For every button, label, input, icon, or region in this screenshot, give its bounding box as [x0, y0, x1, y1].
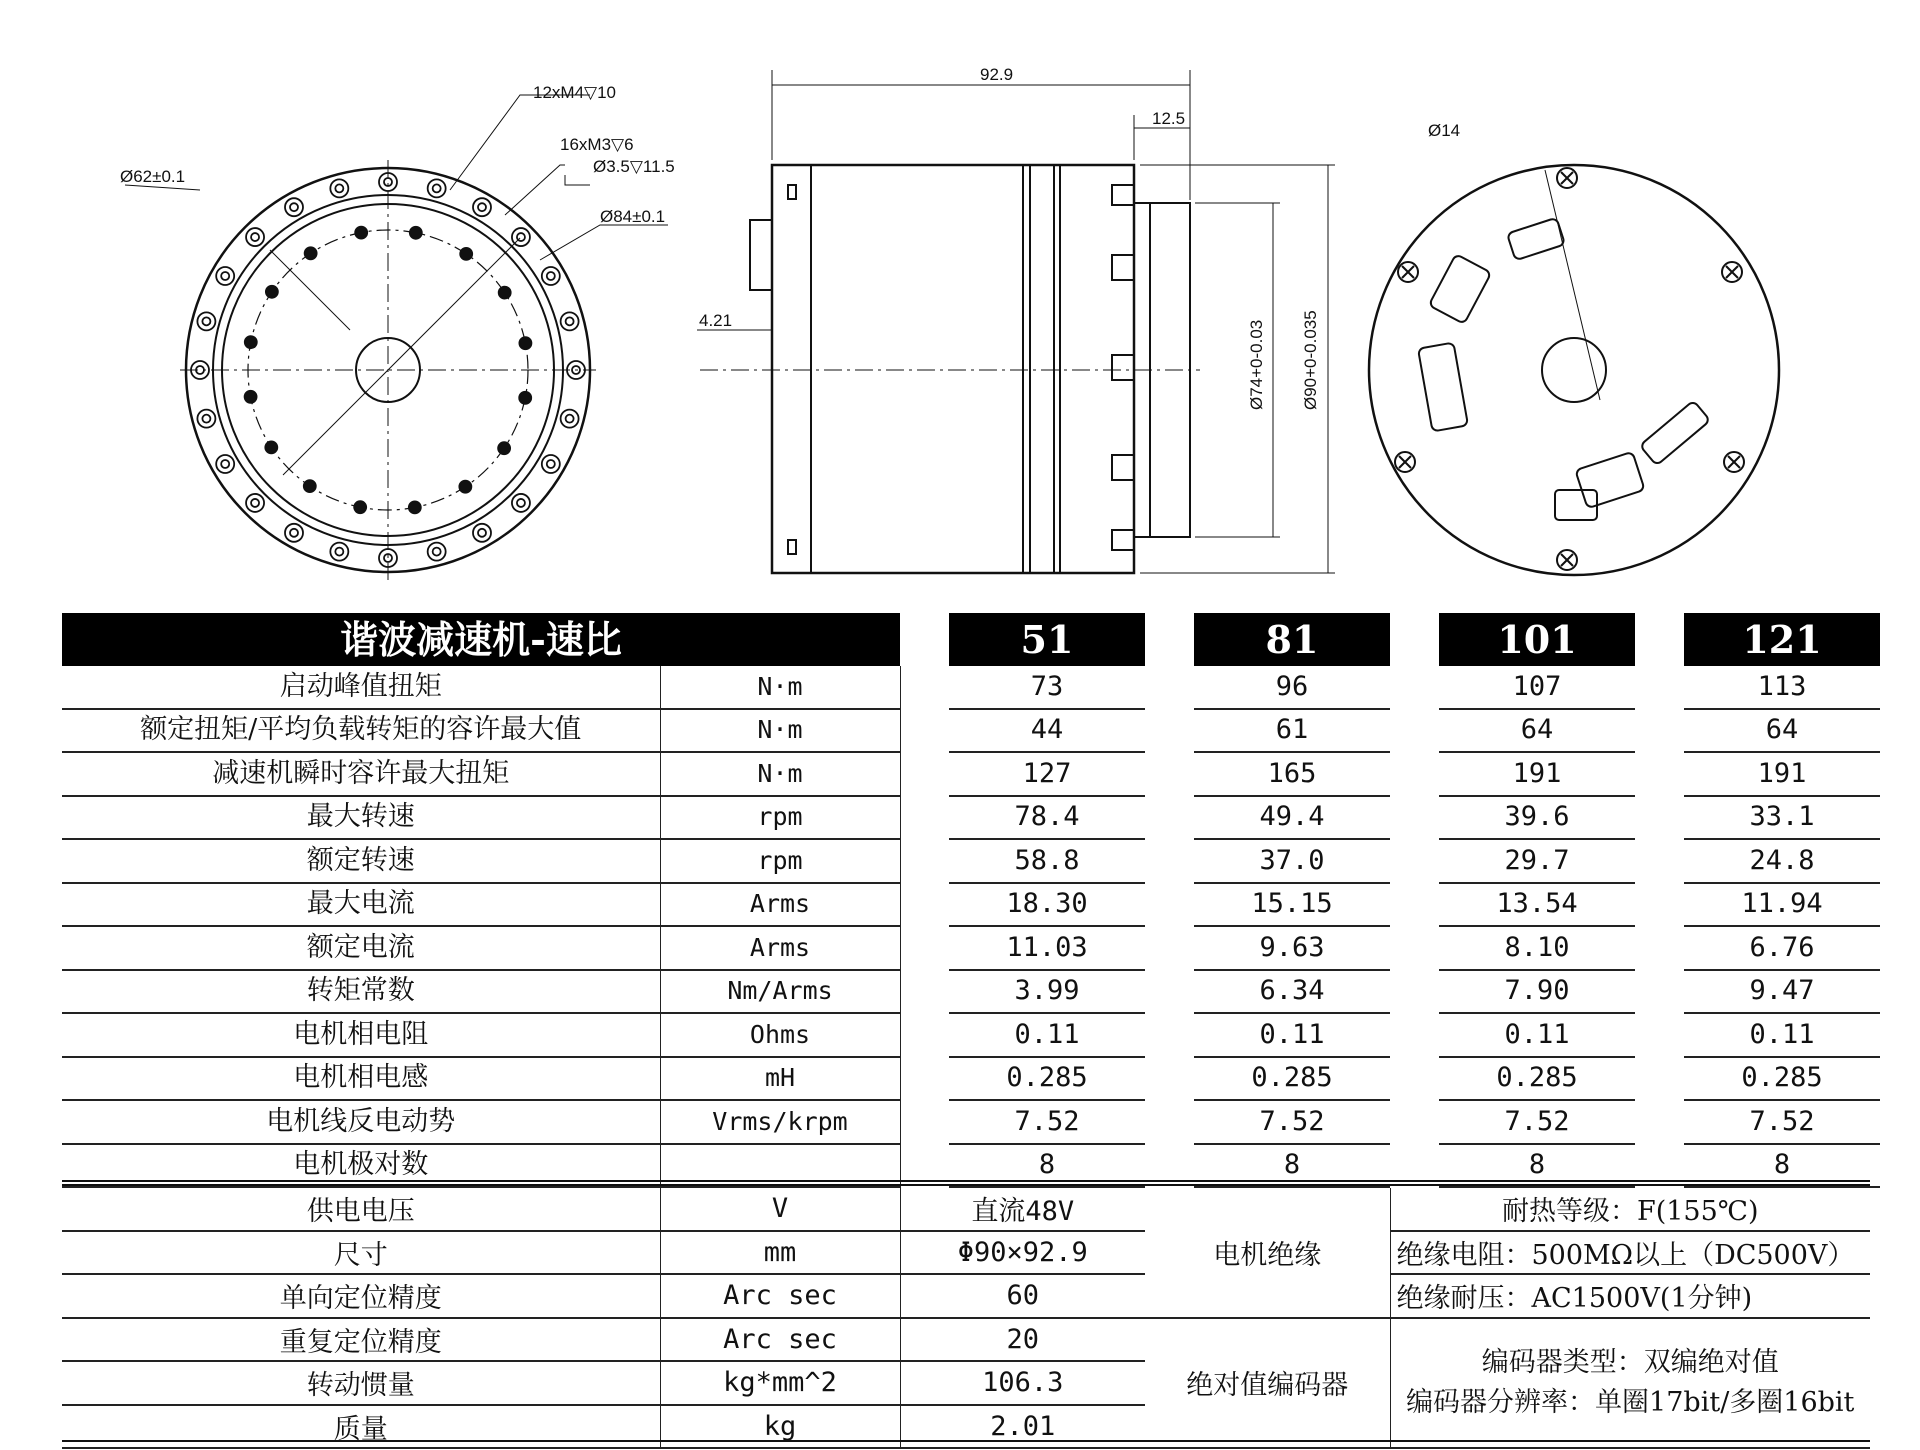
param-value: 64 [1684, 709, 1880, 753]
param-name: 电机相电感 [62, 1057, 660, 1101]
param-name: 最大电流 [62, 883, 660, 927]
side-dim-74: Ø74+0-0.03 [1247, 319, 1266, 410]
param-value: 127 [949, 752, 1145, 796]
param-value: 0.285 [949, 1057, 1145, 1101]
param-value: 37.0 [1194, 839, 1390, 883]
param-value: 29.7 [1439, 839, 1635, 883]
ratio-101: 101 [1439, 613, 1635, 666]
param-value: 8 [1439, 1144, 1635, 1188]
spec-row [62, 666, 1880, 709]
param-value: 191 [1439, 752, 1635, 796]
spec-row [62, 709, 1880, 753]
general-value: 2.01 [900, 1405, 1145, 1449]
param-name: 电机极对数 [62, 1144, 660, 1188]
general-param: 单向定位精度 [62, 1274, 660, 1318]
general-param: 重复定位精度 [62, 1318, 660, 1362]
param-name: 电机相电阻 [62, 1013, 660, 1057]
spec-row [62, 1013, 1880, 1057]
param-value: 9.47 [1684, 970, 1880, 1014]
spec-row [62, 796, 1880, 840]
param-value: 44 [949, 709, 1145, 753]
param-value: 8 [949, 1144, 1145, 1188]
param-name: 减速机瞬时容许最大扭矩 [62, 752, 660, 796]
param-value: 0.11 [949, 1013, 1145, 1057]
general-spec-table [62, 1188, 1870, 1449]
param-value: 7.52 [1684, 1100, 1880, 1144]
general-value: 直流48V [900, 1188, 1145, 1231]
param-unit: Nm/Arms [660, 970, 900, 1014]
param-value: 0.285 [1684, 1057, 1880, 1101]
general-param: 转动惯量 [62, 1361, 660, 1405]
front-dim-pin: Ø3.5▽11.5 [593, 157, 675, 176]
encoder-line: 编码器类型：双编绝对值 [1481, 1346, 1779, 1378]
param-unit: Arms [660, 883, 900, 927]
insulation-label: 电机绝缘 [1145, 1188, 1390, 1318]
insulation-line: 耐热等级：F(155℃) [1390, 1188, 1870, 1231]
front-dim-holes-m3: 16xM3▽6 [560, 135, 634, 154]
rear-dim-14: Ø14 [1428, 121, 1461, 140]
param-name: 转矩常数 [62, 970, 660, 1014]
param-unit: rpm [660, 839, 900, 883]
spec-title: 谐波减速机-速比 [62, 613, 900, 666]
param-value: 0.285 [1439, 1057, 1635, 1101]
insulation-line: 绝缘电阻：500MΩ以上（DC500V） [1390, 1231, 1870, 1275]
side-dim-length: 92.9 [980, 65, 1014, 84]
param-value: 8 [1684, 1144, 1880, 1188]
param-value: 78.4 [949, 796, 1145, 840]
general-unit: kg*mm^2 [660, 1361, 900, 1405]
param-value: 15.15 [1194, 883, 1390, 927]
param-value: 33.1 [1684, 796, 1880, 840]
encoder-label: 绝对值编码器 [1145, 1318, 1390, 1449]
param-value: 7.52 [949, 1100, 1145, 1144]
param-value: 96 [1194, 666, 1390, 709]
param-unit: rpm [660, 796, 900, 840]
general-value: 106.3 [900, 1361, 1145, 1405]
side-dim-flange: 12.5 [1152, 109, 1186, 128]
section-divider [62, 1180, 1870, 1182]
param-value: 64 [1439, 709, 1635, 753]
param-name: 额定转速 [62, 839, 660, 883]
ratio-81: 81 [1194, 613, 1390, 666]
param-value: 0.11 [1439, 1013, 1635, 1057]
front-view-drawing [125, 95, 668, 580]
param-value: 165 [1194, 752, 1390, 796]
general-value: 60 [900, 1274, 1145, 1318]
spec-row [62, 839, 1880, 883]
param-unit: Vrms/krpm [660, 1100, 900, 1144]
param-value: 3.99 [949, 970, 1145, 1014]
param-unit: N·m [660, 666, 900, 709]
param-value: 18.30 [949, 883, 1145, 927]
ratio-51: 51 [949, 613, 1145, 666]
param-value: 191 [1684, 752, 1880, 796]
param-value: 11.94 [1684, 883, 1880, 927]
param-value: 0.285 [1194, 1057, 1390, 1101]
param-unit: N·m [660, 709, 900, 753]
param-value: 39.6 [1439, 796, 1635, 840]
spec-row [62, 1057, 1880, 1101]
spec-row [62, 1100, 1880, 1144]
param-value: 6.76 [1684, 926, 1880, 970]
side-dim-90: Ø90+0-0.035 [1301, 310, 1320, 410]
encoder-info [1390, 1318, 1870, 1449]
param-unit: N·m [660, 752, 900, 796]
general-value: Φ90×92.9 [900, 1231, 1145, 1275]
ratio-121: 121 [1684, 613, 1880, 666]
param-value: 113 [1684, 666, 1880, 709]
spec-row [62, 883, 1880, 927]
param-name: 额定扭矩/平均负载转矩的容许最大值 [62, 709, 660, 753]
general-value: 20 [900, 1318, 1145, 1362]
general-param: 质量 [62, 1405, 660, 1449]
param-value: 24.8 [1684, 839, 1880, 883]
param-value: 7.52 [1194, 1100, 1390, 1144]
param-value: 9.63 [1194, 926, 1390, 970]
param-unit: mH [660, 1057, 900, 1101]
param-value: 61 [1194, 709, 1390, 753]
param-value: 0.11 [1194, 1013, 1390, 1057]
param-name: 启动峰值扭矩 [62, 666, 660, 709]
param-value: 11.03 [949, 926, 1145, 970]
general-unit: Arc sec [660, 1274, 900, 1318]
general-unit: mm [660, 1231, 900, 1275]
insulation-line: 绝缘耐压：AC1500V(1分钟) [1390, 1274, 1870, 1318]
param-value: 8 [1194, 1144, 1390, 1188]
general-unit: kg [660, 1405, 900, 1449]
spec-row [62, 926, 1880, 970]
param-value: 8.10 [1439, 926, 1635, 970]
technical-drawings [0, 0, 1920, 600]
rear-view-drawing [1369, 165, 1779, 575]
general-unit: V [660, 1188, 900, 1231]
param-value: 0.11 [1684, 1013, 1880, 1057]
param-value: 73 [949, 666, 1145, 709]
param-name: 最大转速 [62, 796, 660, 840]
spec-row [62, 970, 1880, 1014]
param-value: 49.4 [1194, 796, 1390, 840]
param-unit: Ohms [660, 1013, 900, 1057]
general-param: 供电电压 [62, 1188, 660, 1231]
param-unit: Arms [660, 926, 900, 970]
general-unit: Arc sec [660, 1318, 900, 1362]
param-value: 58.8 [949, 839, 1145, 883]
side-dim-offset: 4.21 [699, 311, 733, 330]
encoder-line: 编码器分辨率：单圈17bit/多圈16bit [1406, 1386, 1855, 1418]
param-value: 7.52 [1439, 1100, 1635, 1144]
front-dim-84: Ø84±0.1 [600, 207, 666, 226]
spec-row [62, 752, 1880, 796]
side-view-drawing [697, 70, 1335, 573]
param-name: 电机线反电动势 [62, 1100, 660, 1144]
param-value: 107 [1439, 666, 1635, 709]
spec-table [62, 613, 1880, 1188]
front-dim-62: Ø62±0.1 [120, 167, 186, 186]
param-name: 额定电流 [62, 926, 660, 970]
param-value: 13.54 [1439, 883, 1635, 927]
general-param: 尺寸 [62, 1231, 660, 1275]
front-dim-holes-m4: 12xM4▽10 [533, 83, 617, 102]
param-value: 6.34 [1194, 970, 1390, 1014]
spec-header-row [62, 613, 1880, 666]
param-value: 7.90 [1439, 970, 1635, 1014]
